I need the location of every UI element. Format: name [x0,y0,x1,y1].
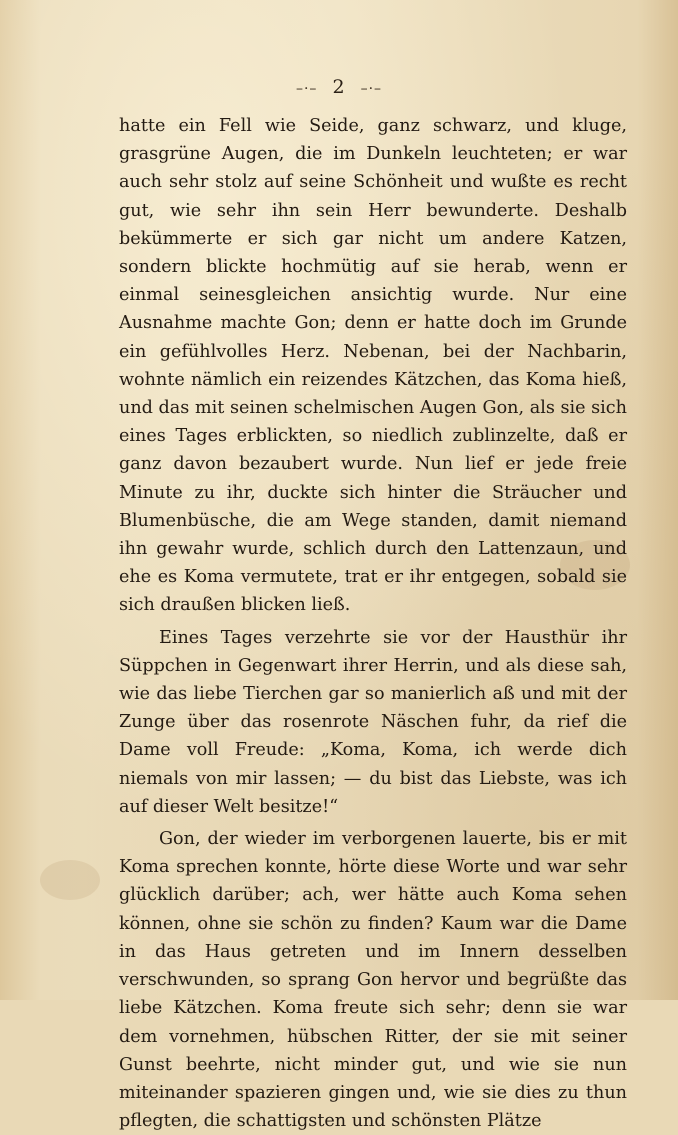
ornament-right: –·– [360,81,383,97]
ornament-left: –·– [295,81,318,97]
body-text [119,112,627,1135]
paragraph-3: Gon, der wieder im verborgenen lauerte, bis er mit Koma sprechen konnte, hörte diese Worte und war sehr glücklich darüber; ach, wer hätte auch Koma sehen können, ohne sie schön zu finden? Kaum war die Dame in das Haus getreten und im Innern desselben verschwunden, so sprang Gon hervor und begrüßte das liebe Kätzchen. Koma freute sich sehr; denn sie war dem vornehmen, hübschen Ritter, der sie mit seiner Gunst beehrte, nicht minder gut, und wie sie nun miteinander spazieren gingen und, wie sie dies zu thun pflegten, die schattigsten und schönsten Plätze [119,829,627,1132]
paper-stain [40,860,100,900]
page-number: 2 [332,76,346,98]
page-number-header [0,76,678,98]
paragraph-2: Eines Tages verzehrte sie vor der Hausthür ihr Süppchen in Gegenwart ihrer Herrin, und als diese sah, wie das liebe Tierchen gar so manierlich aß und mit der Zunge über das rosenrote Näschen fuhr, da rief die Dame voll Freude: „Koma, Koma, ich werde dich niemals von mir lassen; — du bist das Liebste, was ich auf dieser Welt besitze!“ [119,627,627,817]
paragraph-1: hatte ein Fell wie Seide, ganz schwarz, und kluge, grasgrüne Augen, die im Dunkeln leuchteten; er war auch sehr stolz auf seine Schönheit und wußte es recht gut, wie sehr ihn sein Herr bewunderte. Deshalb bekümmerte er sich gar nicht um andere Katzen, sondern blickte hochmütig auf sie herab, wenn er einmal seinesgleichen ansichtig wurde. Nur eine Ausnahme machte Gon; denn er hatte doch im Grunde ein gefühlvolles Herz. Nebenan, bei der Nachbarin, wohnte nämlich ein reizendes Kätzchen, das Koma hieß, und das mit seinen schelmischen Augen Gon, als sie sich eines Tages erblickten, so niedlich zublinzelte, daß er ganz davon bezaubert wurde. Nun lief er jede freie Minute zu ihr, duckte sich hinter die Sträucher und Blumenbüsche, die am Wege standen, damit niemand ihn gewahr wurde, schlich durch den Lattenzaun, und ehe es Koma vermutete, trat er ihr entgegen, sobald sie sich draußen blicken ließ. [119,116,627,616]
